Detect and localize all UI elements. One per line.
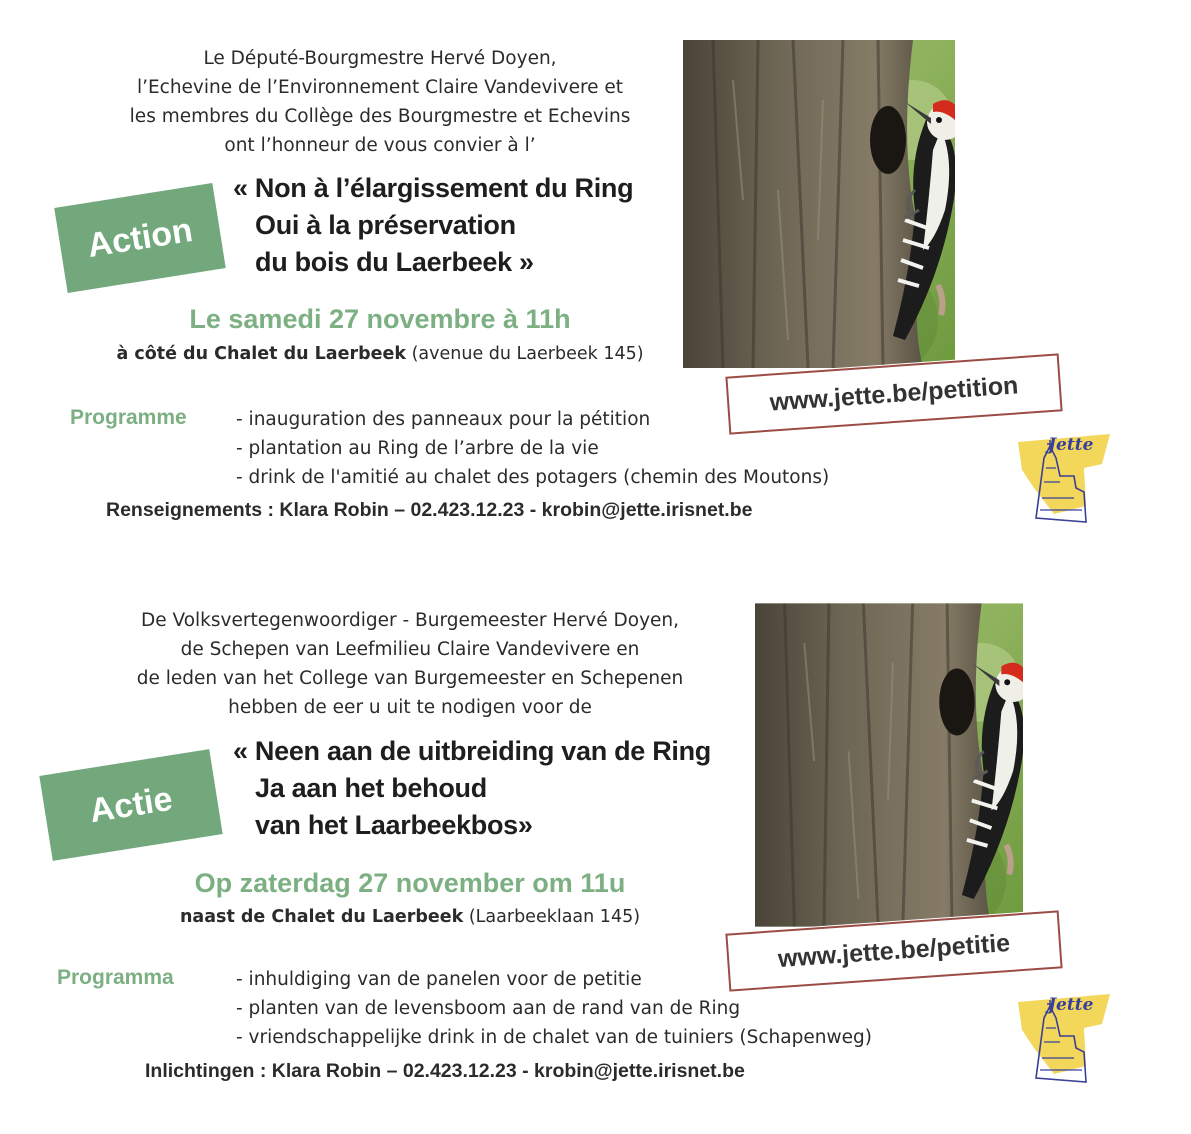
fr-jette-logo <box>1014 428 1116 524</box>
fr-intro-line: Le Député-Bourgmestre Hervé Doyen, <box>203 48 557 69</box>
nl-place-name: naast de Chalet du Laerbeek <box>179 907 464 927</box>
fr-action-tag <box>54 183 225 293</box>
nl-intro-line: De Volksvertegenwoordiger - Burgemeester Hervé Doyen, <box>140 610 680 631</box>
nl-woodpecker-photo <box>755 602 1023 928</box>
nl-contact-info: Inlichtingen : Klara Robin – 02.423.12.23 - krobin@jette.irisnet.be <box>145 1060 745 1082</box>
jette-logo-icon <box>1014 428 1116 524</box>
fr-intro-line: l’Echevine de l’Environnement Claire Vandevivere et <box>136 77 624 98</box>
fr-woodpecker-photo <box>683 40 955 368</box>
woodpecker-image <box>683 40 955 368</box>
nl-headline-line: « Neen aan de uitbreiding van de Ring <box>233 736 711 766</box>
woodpecker-image <box>755 602 1023 928</box>
fr-intro <box>100 44 660 160</box>
nl-headline-line: Ja aan het behoud <box>255 773 487 803</box>
nl-headline <box>233 733 711 844</box>
nl-event-place <box>110 907 710 927</box>
fr-headline <box>233 170 633 281</box>
fr-intro-line: ont l’honneur de vous convier à l’ <box>224 135 536 156</box>
nl-program-item: - vriendschappelijke drink in de chalet van de tuiniers (Schapenweg) <box>236 1027 872 1048</box>
fr-action-tag-label: Action <box>84 210 196 265</box>
fr-place-name: à côté du Chalet du Laerbeek <box>116 344 407 364</box>
fr-headline-line: du bois du Laerbeek » <box>255 247 534 277</box>
nl-program-label: Programma <box>57 966 174 989</box>
fr-logo-text: Jette <box>1048 435 1094 455</box>
fr-contact-info: Renseignements : Klara Robin – 02.423.12.23 - krobin@jette.irisnet.be <box>106 499 753 521</box>
fr-program-label: Programme <box>70 406 187 429</box>
fr-headline-line: Oui à la préservation <box>255 210 516 240</box>
nl-logo-text: Jette <box>1048 995 1094 1015</box>
nl-headline-line: van het Laarbeekbos» <box>255 810 533 840</box>
fr-event-date: Le samedi 27 novembre à 11h <box>189 304 571 334</box>
nl-intro-line: hebben de eer u uit te nodigen voor de <box>228 697 592 718</box>
jette-logo-icon <box>1014 988 1116 1084</box>
nl-event-date: Op zaterdag 27 november om 11u <box>194 868 626 898</box>
fr-petition-url-label: www.jette.be/petition <box>768 370 1020 417</box>
fr-place-address: (avenue du Laerbeek 145) <box>406 344 644 364</box>
fr-headline-line: « Non à l’élargissement du Ring <box>233 173 634 203</box>
fr-event-place <box>60 344 700 364</box>
fr-program-item: - inauguration des panneaux pour la pétition <box>236 409 651 430</box>
nl-program-item: - planten van de levensboom aan de rand van de Ring <box>236 998 741 1019</box>
nl-intro-line: de leden van het College van Burgemeester en Schepenen <box>136 668 684 689</box>
nl-place-address: (Laarbeeklaan 145) <box>463 907 641 927</box>
nl-intro-line: de Schepen van Leefmilieu Claire Vandevivere en <box>180 639 640 660</box>
fr-program-list <box>236 405 829 492</box>
nl-intro <box>100 606 720 722</box>
fr-program-item: - plantation au Ring de l’arbre de la vie <box>236 438 599 459</box>
nl-program-list <box>236 965 872 1052</box>
fr-program-item: - drink de l'amitié au chalet des potagers (chemin des Moutons) <box>236 467 830 488</box>
nl-jette-logo <box>1014 988 1116 1084</box>
nl-program-item: - inhuldiging van de panelen voor de petitie <box>236 969 642 990</box>
fr-intro-line: les membres du Collège des Bourgmestre et Echevins <box>129 106 631 127</box>
nl-petition-url-label: www.jette.be/petitie <box>777 928 1011 973</box>
nl-action-tag-label: Actie <box>86 779 175 830</box>
nl-action-tag <box>39 749 222 861</box>
